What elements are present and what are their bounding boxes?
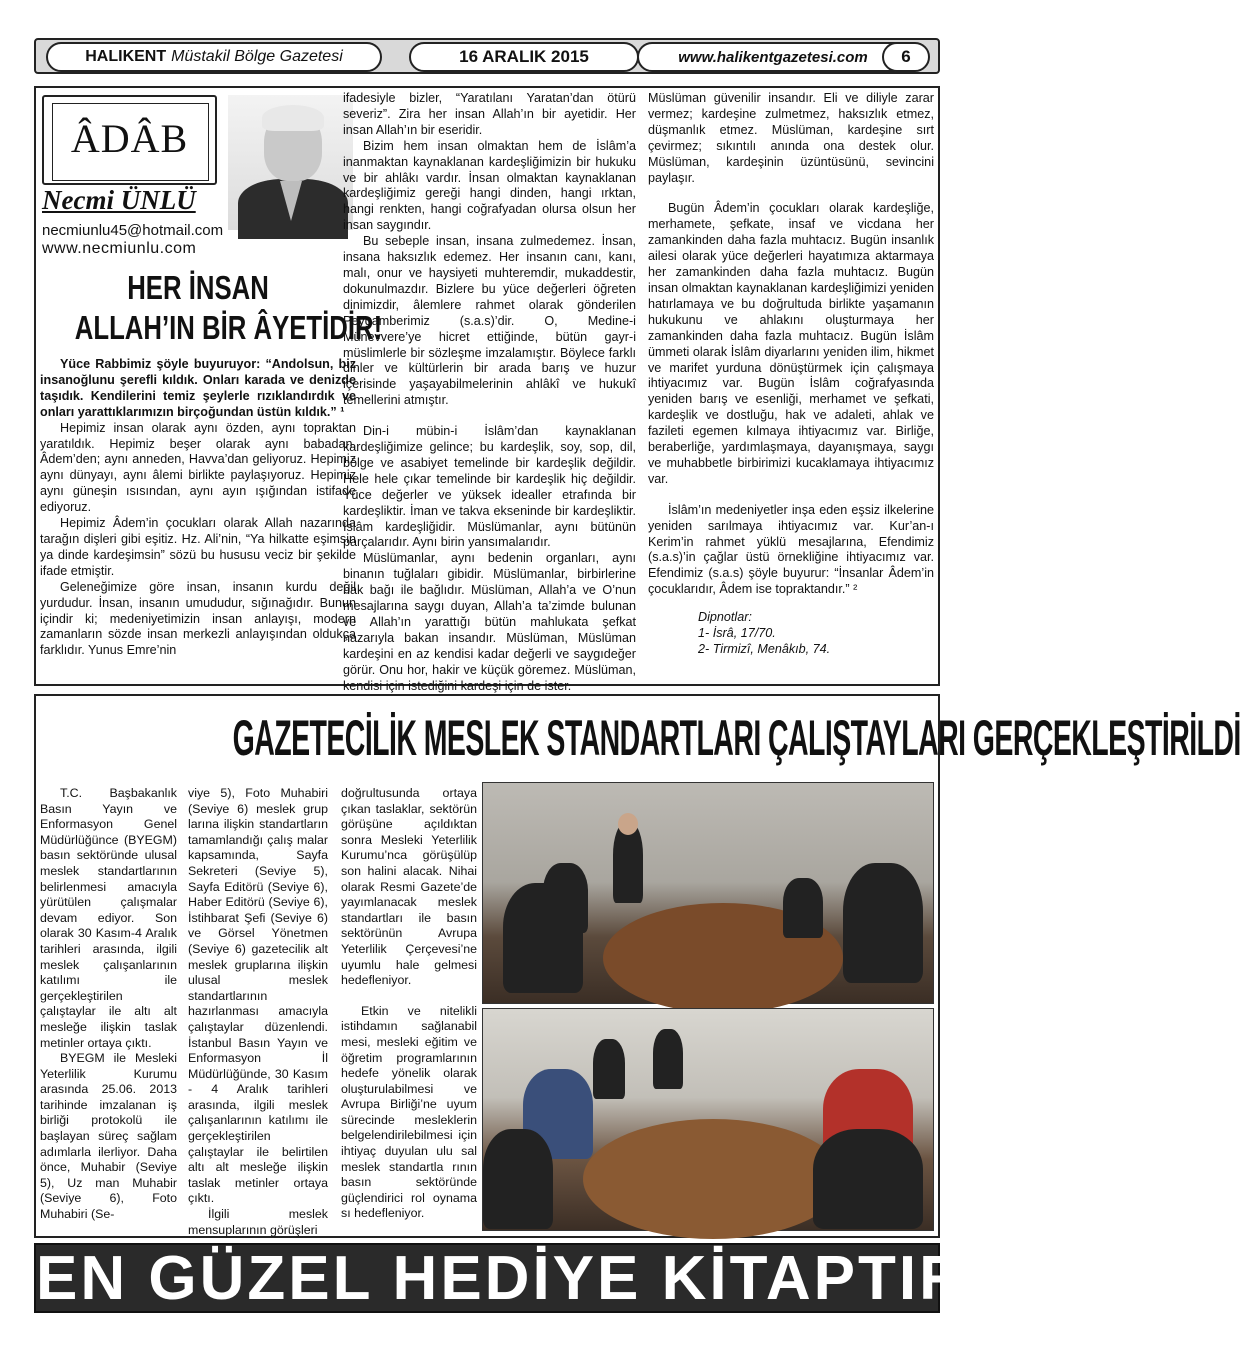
article-column-3 bbox=[648, 91, 934, 658]
bottom-banner: EN GÜZEL HEDİYE KİTAPTIR bbox=[36, 1244, 967, 1313]
paragraph: BYEGM ile Mesleki Yeterlilik Kurumu arasında 25.06. 2013 tarihinde imzalanan iş birliği protokolü ile başlayan süreç sağlam adımlarla ilerliyor. Daha önce, Muhabir (Seviye 5), Uz man Muhabir (Seviye 6), Foto Muhabiri (Se- bbox=[40, 1051, 177, 1222]
footnotes-title: Dipnotlar: bbox=[698, 610, 752, 625]
paragraph: Müslüman güvenilir insandır. Eli ve diliyle zarar vermez; kardeşine zulmetmez, haksızlık etmez, düşmanlık etmez. Müslüman, kardeşine sırt çevirmez; sıkıntılı anında ona destek olur. Müslüman, kardeşinin üzüntüsünü, sevincini paylaşır. bbox=[648, 91, 934, 185]
paragraph: Bugün Âdem’in çocukları olarak kardeşliğe, merhamete, şefkate, insaf ve vicdana her zamankinden daha fazla muhtacız. Bugün insanlık ailesi olarak yüce değerleri hayatımıza aktarmaya her zamankinden daha fazla muhtacız. Bugün insan olmaktan kaynaklanan kardeşliğimizi yeniden hatırlamaya ve bu doğrultuda birlikte yaşamanın hukukunu ve ahlakını oluşturmaya her zamankinden daha fazla muhtacız. Bugün İslâm ümmeti olarak İslâm diyarlarını yeniden ilim, hikmet ve marifet yurduna dönüştürmek için çalışmaya ihtiyacımız var. Bugün İslâm coğrafyasında yeniden barış ve esenliği, merhamet ve şefkati, kardeşlik ve dostluğu, hak ve adaleti, ahlak ve fazileti egemen kılmaya ihtiyacımız var. Birliğe, beraberliğe, yardımlaşmaya, dayanışmaya, saygı ve muhabbetle birbirimizi kucaklamaya ihtiyacımız var. bbox=[648, 201, 934, 486]
article-column-1 bbox=[40, 357, 356, 659]
column-logo bbox=[42, 95, 217, 185]
page-header bbox=[34, 38, 940, 76]
paragraph: doğrultusunda ortaya çıkan taslaklar, sektörün görüşüne açıldıktan sonra Mesleki Yeterlilik Kurumu’nca görüşülüp son halini alacak. Nihai olarak Resmi Gazete’de yayımlanacak meslek standartları ile basın sektörünün Avrupa Yeterlilik Çerçevesi’ne uyumlu hale gelmesi hedefleniyor. bbox=[341, 786, 477, 988]
author-website[interactable]: www.necmiunlu.com bbox=[42, 240, 197, 257]
news-headline: GAZETECİLİK MESLEK STANDARTLARI ÇALIŞTAYLARI GERÇEKLEŞTİRİLDİ bbox=[232, 710, 1241, 766]
paragraph: İslâm’ın medeniyetler inşa eden eşsiz ilkelerine yeniden sarılmaya ihtiyacımız var. Kur’an-ı Kerim’in rahmet yüklü mesajlarına, Efendimiz (s.a.s)’in çağlar üstü örnekliğine ihtiyacımız var. Efendimiz (s.a.s) şöyle buyurur: “İnsanlar Âdem’in çocuklarıdır, Âdem ise topraktandır.” ² bbox=[648, 502, 934, 597]
paragraph: ifadesiyle bizler, “Yaratılanı Yaratan’dan ötürü severiz”. Zira her insan Allah’ın bir ayetidir. Her insan Allah’ın bir eseridir. bbox=[343, 91, 636, 137]
website-link[interactable]: www.halikentgazetesi.com bbox=[637, 42, 909, 72]
paragraph: Yüce Rabbimiz şöyle buyuruyor: “Andolsun, biz insanoğlunu şerefli kıldık. Onları karada ve denizde taşıdık. Kendilerini temiz şeylerle rızıklandırdık ve onları yarattıklarımızın birçoğundan üstün kıldık.” ¹ bbox=[40, 357, 356, 419]
meeting-photo-2 bbox=[482, 1008, 934, 1231]
issue-date: 16 ARALIK 2015 bbox=[409, 42, 639, 72]
news-column-2 bbox=[188, 786, 328, 1238]
brand-tagline: Müstakil Bölge Gazetesi bbox=[171, 48, 343, 65]
paragraph: Müslümanlar, aynı bedenin organları, aynı binanın tuğlaları gibidir. Müslümanlar, birbirlerine hak bağı ile bağlıdır. Müslüman, Allah’a ve O’nun mesajlarına saygı duyan, Allah’a ta’zimde bulunan ve Allah’ın yarattığı bütün mahlukata şefkat nazarıyla bakan insandır. Müslüman, Müslüman kardeşini en az kendisi kadar değerli ve saygıdeğer görür. Onu hor, hakir ve küçük göremez. Müslüman, kendisi için istediğini kardeşi için de ister. bbox=[343, 551, 636, 693]
article-title-line-1: HER İNSAN bbox=[127, 269, 269, 306]
paragraph: T.C. Başbakanlık Basın Yayın ve Enformasyon Genel Müdürlüğünce (BYEGM) basın sektöründe ulusal meslek standartlarının belirlenmesi amacıyla yürütülen çalışmalar devam ediyor. Son olarak 30 Kasım-4 Aralık tarihleri arasında, ilgili meslek çalışanlarının katılımı ile gerçekleştirilen çalıştaylar ile altı alt mesleğe ilişkin taslak metinler ortaya çıktı. bbox=[40, 786, 177, 1050]
article-column-2 bbox=[343, 91, 636, 695]
paragraph: Hepimiz Âdem’in çocukları olarak Allah nazarında tarağın dişleri gibi eşitiz. Hz. Ali’nin, “Ya hilkatte eşimsin ya dinde kardeşimsin” sözü bu hususu veciz bir şekilde ifade etmiştir. bbox=[40, 516, 356, 578]
paragraph: İlgili meslek mensuplarının görüşleri bbox=[188, 1207, 328, 1237]
page-number: 6 bbox=[882, 42, 930, 72]
author-email[interactable]: necmiunlu45@hotmail.com bbox=[42, 222, 224, 239]
news-column-3 bbox=[341, 786, 477, 1222]
masthead bbox=[46, 42, 382, 72]
paragraph: Bu sebeple insan, insana zulmedemez. İnsan, insana haksızlık edemez. Her insanın canı, kanı, malı, onur ve haysiyeti muhteremdir, mukaddestir, dokunulmazdır. Bizlere bu yüce değerleri öğreten dinimizdir, âlemlere rahmet olarak gönderilen Peygamberimiz (s.a.s)’dir. O, Medine-i Münevvere’ye hicret ettiğinde, bütün gayr-i müslimlerle bir sözleşme imzalamıştır. Böylece farklı dinler ve kültürlerin bir arada barış ve huzur içerisinde yaşayabilmelerinin ahlâkî ve hukukî temellerini atmıştır. bbox=[343, 234, 636, 408]
author-photo bbox=[228, 95, 353, 230]
paragraph: Hepimiz insan olarak aynı özden, aynı topraktan yaratıldık. Hepimiz beşer olarak aynı babadan, Âdem’den; aynı anneden, Havva’dan geliyoruz. Hepimiz aynı dünyayı, aynı âlemi birlikte paylaşıyoruz. Hepimiz aynı güneşin ısısından, aynı ayın ışığından istifade ediyoruz. bbox=[40, 420, 356, 515]
article-title bbox=[74, 268, 383, 348]
paragraph: viye 5), Foto Muhabiri (Seviye 6) meslek grup larına ilişkin standartların tamamlandığı çalış malar kapsamında, Sayfa Sekreteri (Seviye 5), Sayfa Editörü (Seviye 6), Haber Editörü (Seviye 6), İstihbarat Şefi (Seviye 6) ve Görsel Yönetmen (Seviye 6) gazetecilik alt meslek gruplarına ilişkin ulusal meslek standartlarının hazırlanması amacıyla çalıştaylar düzenlendi. İstanbul Basın Yayın ve Enformasyon İl Müdürlüğünde, 30 Kasım - 4 Aralık tarihleri arasında, ilgili meslek çalışanlarının katılımı ile gerçekleştirilen çalıştaylar ile belirtilen altı alt mesleğe ilişkin taslak metinler ortaya çıktı. bbox=[188, 786, 328, 1206]
paragraph: Geleneğimize göre insan, insanın kurdu değil yurdudur. İnsan, insanın umududur, sığınağıdır. Bunun içindir ki; medeniyetimizin insan anlayışı, modern zamanların sözde insan merkezli anlayışından oldukça farklıdır. Yunus Emre’nin bbox=[40, 579, 356, 658]
footnote: 2- Tirmizî, Menâkıb, 74. bbox=[698, 642, 831, 656]
meeting-photo-1 bbox=[482, 782, 934, 1004]
column-logo-text: ÂDÂB bbox=[70, 116, 189, 161]
footnotes bbox=[648, 610, 934, 658]
author-name: Necmi ÜNLÜ bbox=[42, 185, 196, 215]
brand-name: HALIKENT bbox=[85, 48, 167, 65]
news-column-1 bbox=[40, 786, 177, 1223]
footnote: 1- İsrâ, 17/70. bbox=[698, 626, 776, 641]
paragraph: Bizim hem insan olmaktan hem de İslâm’a inanmaktan kaynaklanan kardeşliğimizin bir hukuku ve bir ahlâkı vardır. İnsan olmaktan kaynaklanan kardeşliğimiz gereği hangi dinden, hangi ırktan, hangi renkten, hangi coğrafyadan olursa olsun her insan saygındır. bbox=[343, 138, 636, 233]
paragraph: Etkin ve nitelikli istihdamın sağlanabil mesi, mesleki eğitim ve öğretim programlarının hedefe yönelik olarak oluşturulabilmesi ve Avrupa Birliği’ne uyum sürecinde mesleklerin belgelendirilebilmesi için ihtiyaç duyulan ulu sal meslek standartla rının basın sektöründe güçlendirici rol oynama sı hedefleniyor. bbox=[341, 1003, 477, 1221]
article-title-line-2: ALLAH’IN BİR ÂYETİDİR! bbox=[74, 309, 383, 346]
paragraph: Din-i mübin-i İslâm’dan kaynaklanan kardeşliğimize gelince; bu kardeşlik, soy, sop, dil, bölge ve asabiyet temelinde bir kardeşlik değildir. Hele hele çıkar temelinde bir kardeşlik hiç değildir. Yüce değerler ve yüksek idealler etrafında bir kardeşliktir. İman ve takva ekseninde bir kardeşliktir. İslâm kardeşliğidir. Müslümanlar, aynı bütünün parçalarıdır. Aynı birin yansımalarıdır. bbox=[343, 424, 636, 550]
